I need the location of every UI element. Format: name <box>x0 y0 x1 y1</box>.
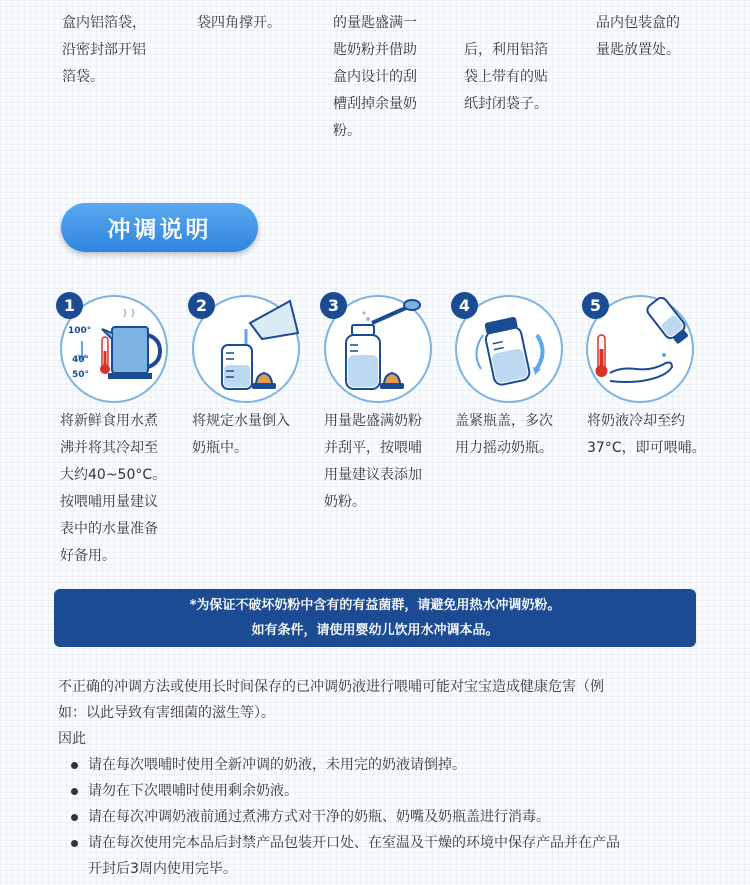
step-1-text: 将新鲜食用水煮 沸并将其冷却至 大约40~50°C。 按喂哺用量建议 表中的水量准备 好备用。 <box>60 413 167 564</box>
notice-banner <box>54 589 696 647</box>
bullet-text: 请勿在下次喂哺时使用剩余奶液。 <box>88 783 298 799</box>
section-title: 冲调说明 <box>61 203 258 252</box>
notice-line-2: 如有条件，请使用婴幼儿饮用水冲调本品。 <box>251 623 499 638</box>
notice-line-1: *为保证不破坏奶粉中含有的有益菌群，请避免用热水冲调奶粉。 <box>189 598 561 613</box>
top-column-2: 袋四角撑开。 <box>197 15 281 31</box>
bullet-text: 请在每次使用完本品后封禁产品包装开口处、在室温及干燥的环境中保存产品并在产品 开封后3周内使用完毕。 <box>88 835 620 877</box>
warning-therefore: 因此 <box>58 731 86 747</box>
step-3 <box>322 293 434 405</box>
step-4-text: 盖紧瓶盖，多次 用力摇动奶瓶。 <box>455 413 553 456</box>
top-column-1: 盒内铝箔袋， 沿密封部开铝 箔袋。 <box>62 15 146 85</box>
warning-line-1: 不正确的冲调方法或使用长时间保存的已冲调奶液进行喂哺可能对宝宝造成健康危害（例 <box>58 679 604 695</box>
step-2 <box>190 293 302 405</box>
step-number: 5 <box>582 292 609 319</box>
temp-label-100: 100° <box>68 326 92 336</box>
list-item <box>70 778 710 804</box>
temp-label-50: 50° <box>72 370 90 380</box>
step-2-text: 将规定水量倒入 奶瓶中。 <box>192 413 290 456</box>
step-3-text: 用量匙盛满奶粉 并刮平，按喂哺 用量建议表添加 奶粉。 <box>324 413 422 510</box>
bullet-list <box>70 752 710 882</box>
step-1 <box>58 293 170 405</box>
step-number: 1 <box>56 292 83 319</box>
step-5 <box>584 293 696 405</box>
step-5-text: 将奶液冷却至约 37°C，即可喂哺。 <box>587 413 706 456</box>
list-item <box>70 752 710 778</box>
top-column-5: 品内包装盒的 量匙放置处。 <box>596 15 680 58</box>
temp-label-40: 40° <box>72 355 90 365</box>
top-column-3: 的量匙盛满一 匙奶粉并借助 盒内设计的刮 槽刮掉余量奶 粉。 <box>333 15 417 139</box>
step-number: 3 <box>320 292 347 319</box>
list-item <box>70 830 710 882</box>
step-number: 4 <box>451 292 478 319</box>
list-item <box>70 804 710 830</box>
step-4 <box>453 293 565 405</box>
bullet-text: 请在每次喂哺时使用全新冲调的奶液，未用完的奶液请倒掉。 <box>88 757 466 773</box>
warning-line-2: 如：以此导致有害细菌的滋生等）。 <box>58 705 275 721</box>
top-column-4: 后，利用铝箔 袋上带有的贴 纸封闭袋子。 <box>464 42 548 112</box>
bullet-text: 请在每次冲调奶液前通过煮沸方式对干净的奶瓶、奶嘴及奶瓶盖进行消毒。 <box>88 809 550 825</box>
step-number: 2 <box>188 292 215 319</box>
